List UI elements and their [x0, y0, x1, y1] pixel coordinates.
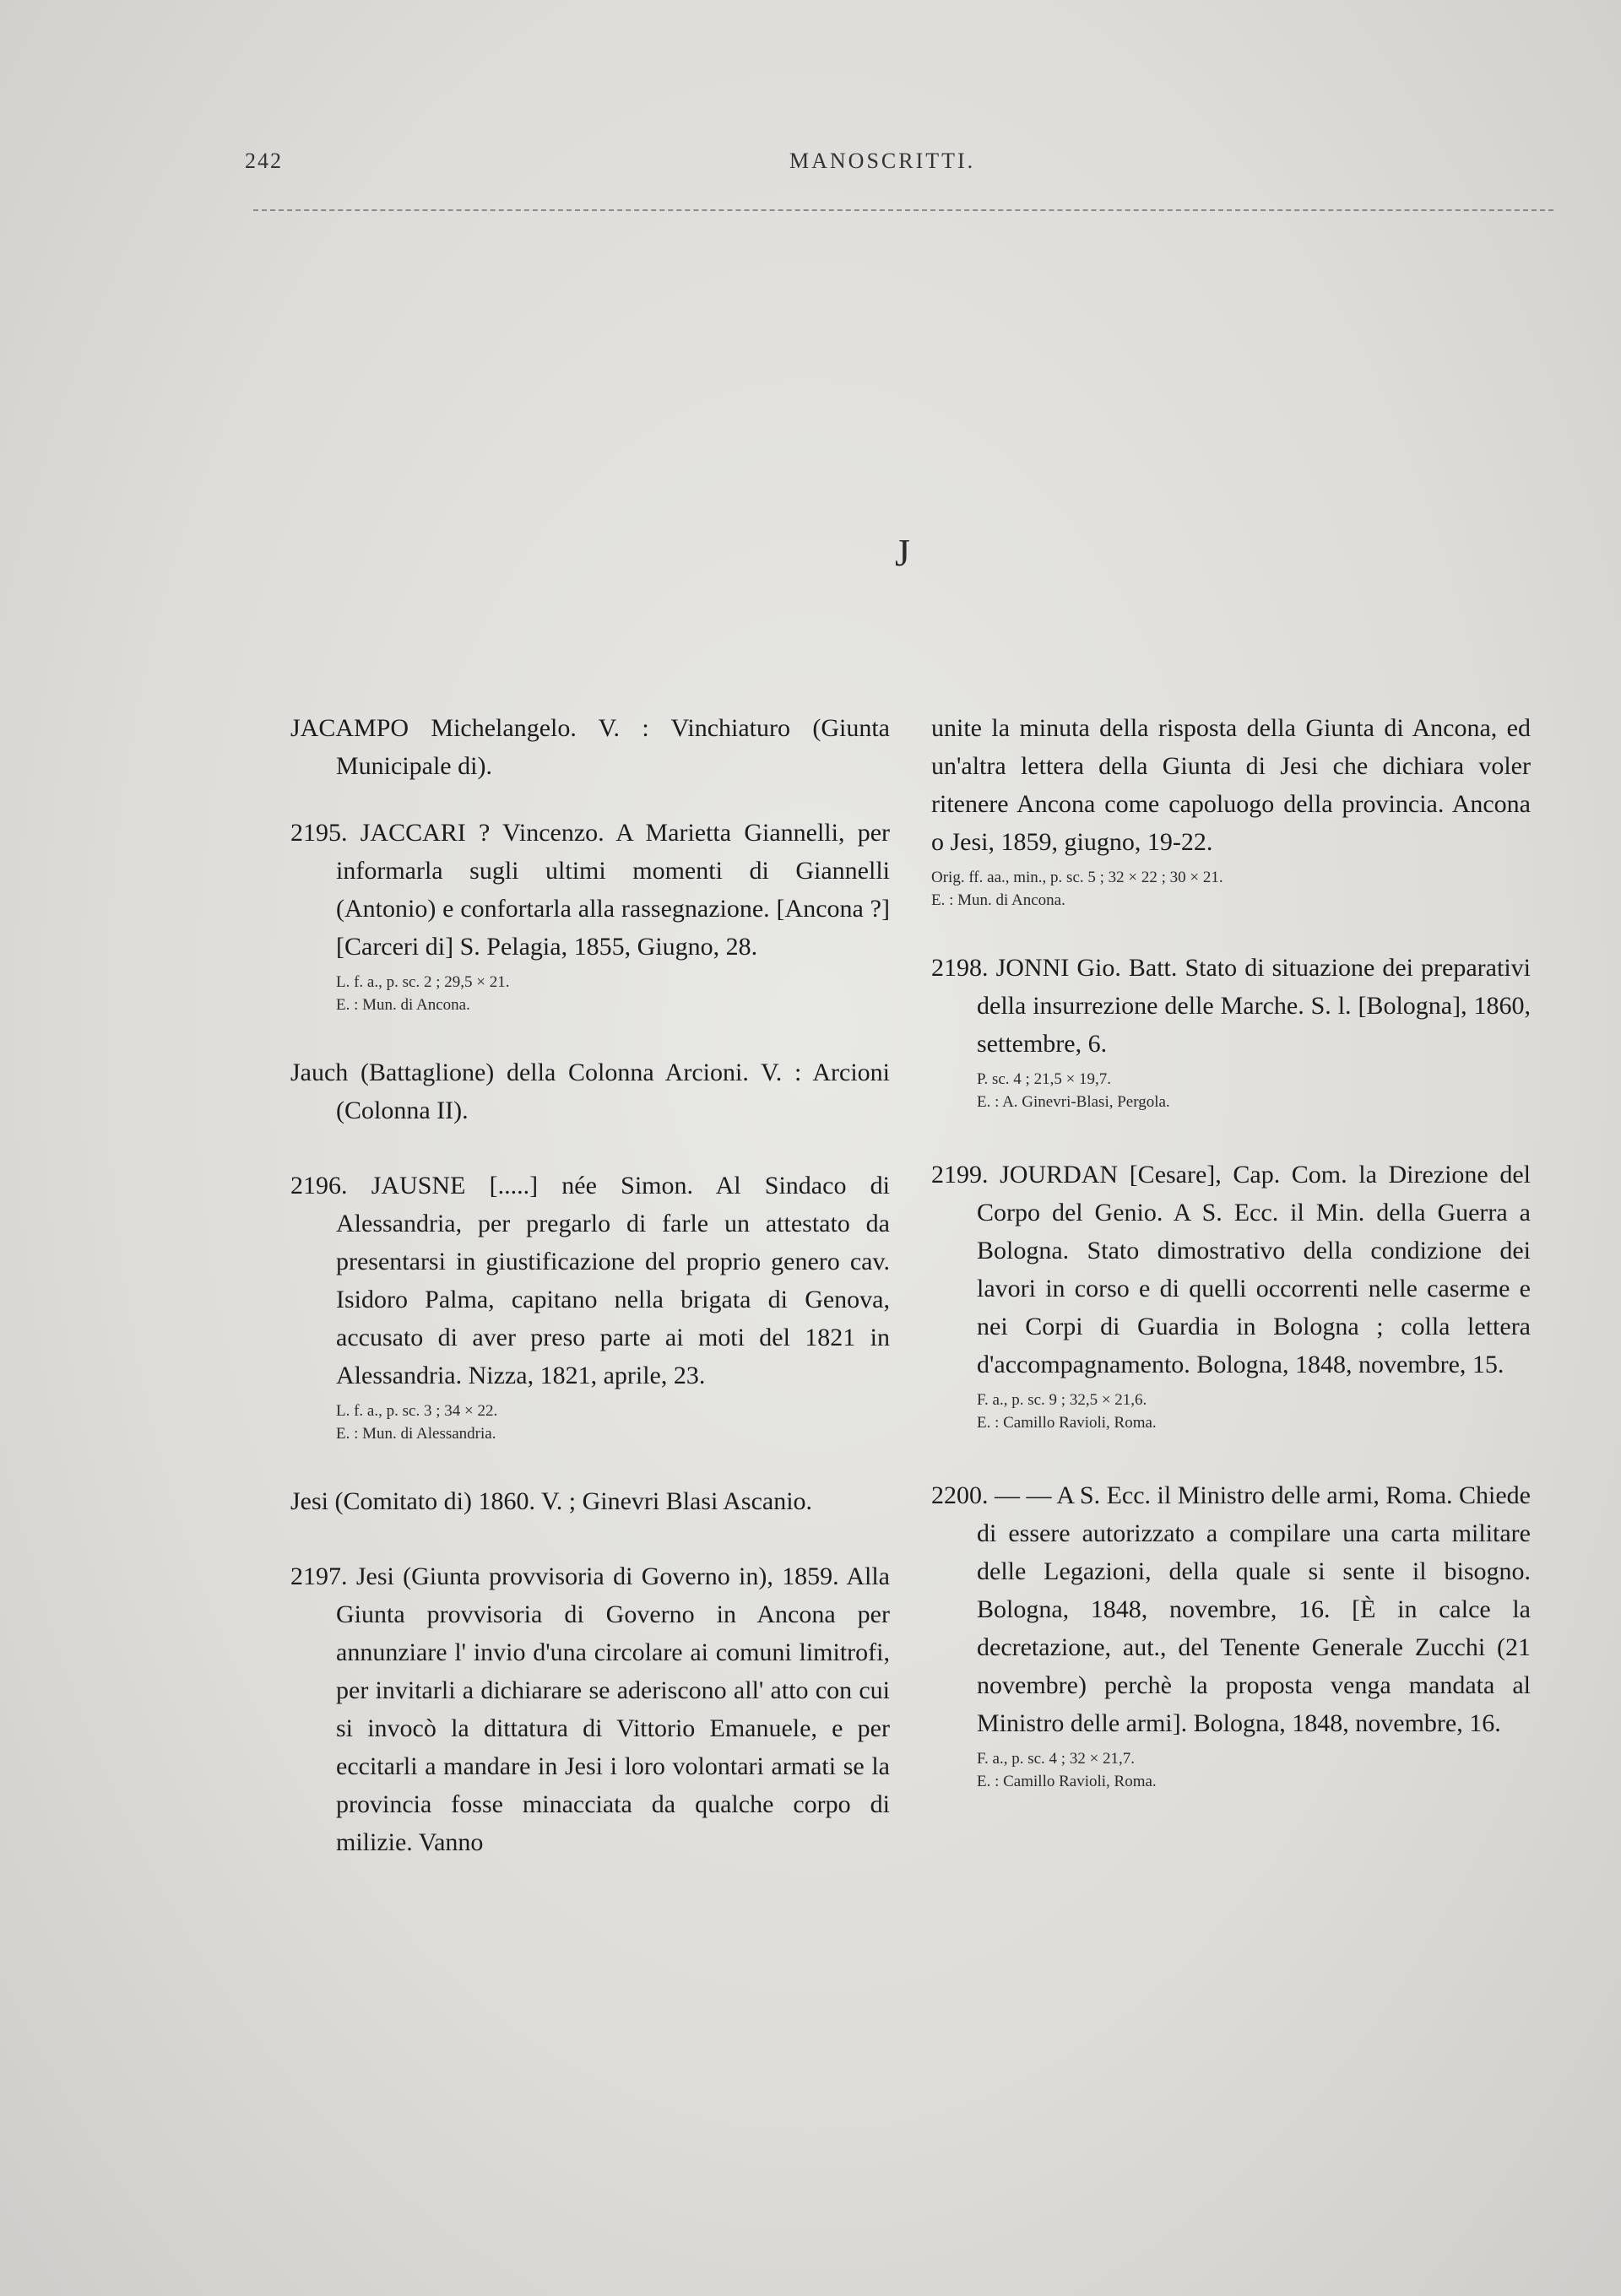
- entry-2197-note: Orig. ff. aa., min., p. sc. 5 ; 32 × 22 ; 30 × 21.: [931, 869, 1223, 886]
- entry-2195-source: E. : Mun. di Ancona.: [336, 996, 470, 1014]
- entry-2196-source: E. : Mun. di Alessandria.: [336, 1425, 496, 1443]
- page-header: [245, 149, 1549, 191]
- entry-2198: 2198. JONNI Gio. Batt. Stato di situazione dei preparativi della insurrezione delle Marche. S. l. [Bologna], 1860, settembre, 6.: [931, 954, 1531, 1058]
- right-column: [931, 709, 1531, 1793]
- entry-2197: 2197. Jesi (Giunta provvisoria di Governo in), 1859. Alla Giunta provvisoria di Governo in Ancona per annunziare l' invio d'una circolare ai comuni limitrofi, per invitarli a dichiarare se aderiscono all' atto con cui si invocò la dittatura di Vittorio Emanuele, e per eccitarli a mandare in Jesi i loro volontari armati se la provincia fosse minacciata da qualche corpo di milizie. Vanno: [290, 1562, 890, 1856]
- entry-2199-note: F. a., p. sc. 9 ; 32,5 × 21,6.: [977, 1391, 1147, 1409]
- entry-2199: 2199. JOURDAN [Cesare], Cap. Com. la Direzione del Corpo del Genio. A S. Ecc. il Min. della Guerra a Bologna. Stato dimostrativo della condizione dei lavori in corso e di quelli occorrenti nelle caserme e nei Corpi di Guardia in Bologna ; colla lettera d'accompagnamento. Bologna, 1848, novembre, 15.: [931, 1161, 1531, 1378]
- header-rule: [253, 209, 1553, 211]
- section-letter: J: [895, 531, 910, 574]
- entry-jacampo: JACAMPO Michelangelo. V. : Vinchiaturo (Giunta Municipale di).: [290, 714, 890, 780]
- entry-2196-note: L. f. a., p. sc. 3 ; 34 × 22.: [336, 1402, 498, 1420]
- entry-2197-source: E. : Mun. di Ancona.: [931, 891, 1065, 909]
- page-number: 242: [245, 149, 283, 173]
- entry-2198-source: E. : A. Ginevri-Blasi, Pergola.: [977, 1093, 1170, 1111]
- entry-2199-source: E. : Camillo Ravioli, Roma.: [977, 1414, 1157, 1432]
- entry-jauch: Jauch (Battaglione) della Colonna Arcioni. V. : Arcioni (Colonna II).: [290, 1059, 890, 1124]
- entry-2200-source: E. : Camillo Ravioli, Roma.: [977, 1773, 1157, 1790]
- left-column: [290, 709, 890, 1861]
- entry-2195-note: L. f. a., p. sc. 2 ; 29,5 × 21.: [336, 973, 510, 991]
- entry-2200-note: F. a., p. sc. 4 ; 32 × 21,7.: [977, 1750, 1136, 1768]
- entry-2200: 2200. — — A S. Ecc. il Ministro delle armi, Roma. Chiede di essere autorizzato a compilare una carta militare delle Legazioni, della quale si sente il bisogno. Bologna, 1848, novembre, 16. [È in calce la decretazione, aut., del Tenente Generale Zucchi (21 novembre) perchè la proposta venga mandata al Ministro delle armi]. Bologna, 1848, novembre, 16.: [931, 1481, 1531, 1737]
- entry-2195: 2195. JACCARI ? Vincenzo. A Marietta Giannelli, per informarla sugli ultimi momenti di Giannelli (Antonio) e confortarla alla rassegnazione. [Ancona ?] [Carceri di] S. Pelagia, 1855, Giugno, 28.: [290, 819, 890, 961]
- entry-2197-continued: unite la minuta della risposta della Giunta di Ancona, ed un'altra lettera della Giunta di Jesi che dichiara voler ritenere Ancona come capoluogo della provincia. Ancona o Jesi, 1859, giugno, 19-22.: [931, 714, 1531, 856]
- entry-2198-note: P. sc. 4 ; 21,5 × 19,7.: [977, 1070, 1112, 1088]
- running-title: MANOSCRITTI.: [789, 149, 976, 173]
- entry-jesi: Jesi (Comitato di) 1860. V. ; Ginevri Blasi Ascanio.: [290, 1487, 813, 1515]
- entry-2196: 2196. JAUSNE [.....] née Simon. Al Sindaco di Alessandria, per pregarlo di farle un attestato da presentarsi in giustificazione del proprio genero cav. Isidoro Palma, capitano nella brigata di Genova, accusato di aver preso parte ai moti del 1821 in Alessandria. Nizza, 1821, aprile, 23.: [290, 1172, 890, 1389]
